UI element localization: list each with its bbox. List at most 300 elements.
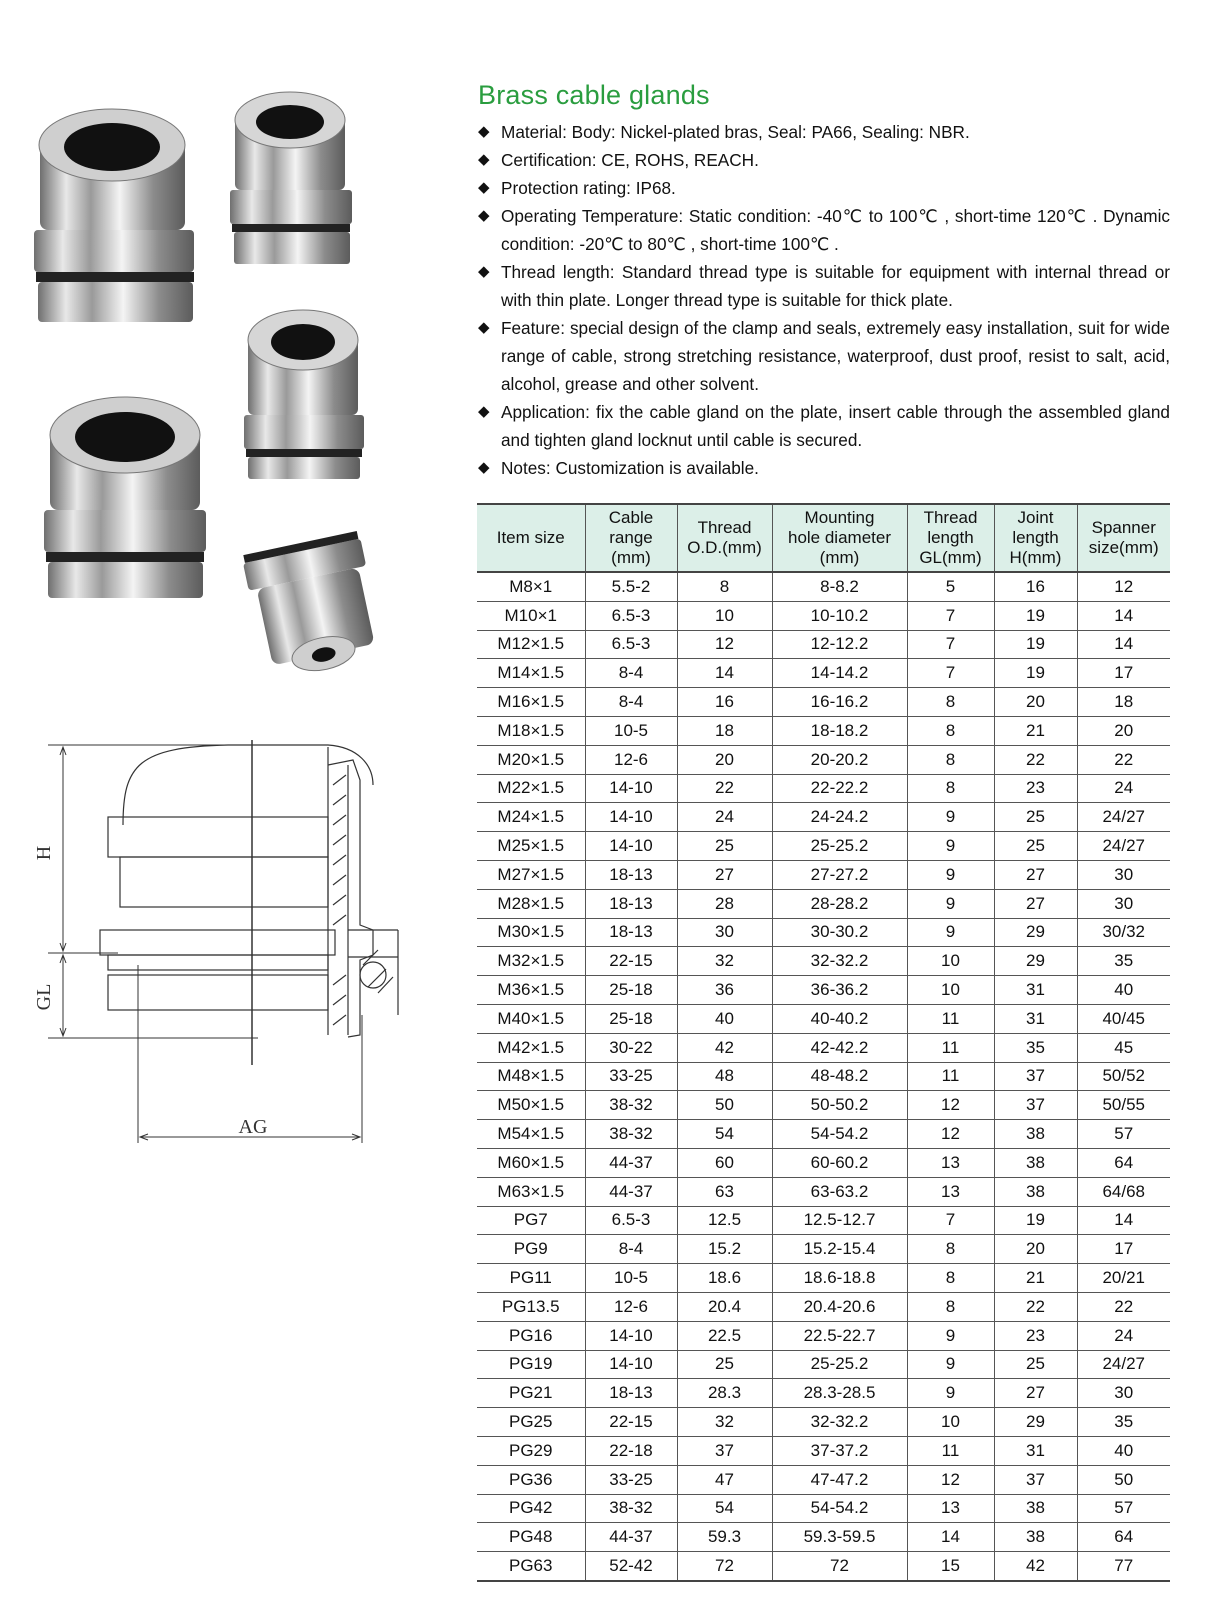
table-cell: 7	[907, 601, 994, 630]
table-cell: 40	[677, 1004, 772, 1033]
cable-gland-photo-large-1	[34, 109, 194, 322]
table-cell: 38	[994, 1120, 1077, 1149]
table-cell: 35	[1077, 1408, 1170, 1437]
table-cell: 8-4	[585, 688, 677, 717]
column-header: Mounting hole diameter (mm)	[772, 504, 907, 572]
table-cell: 24/27	[1077, 1350, 1170, 1379]
table-cell: 31	[994, 976, 1077, 1005]
table-cell: PG13.5	[477, 1292, 585, 1321]
table-cell: 20/21	[1077, 1264, 1170, 1293]
table-cell: 13	[907, 1494, 994, 1523]
table-cell: 8	[677, 572, 772, 601]
table-cell: PG42	[477, 1494, 585, 1523]
table-row	[477, 1350, 1170, 1379]
table-cell: 16-16.2	[772, 688, 907, 717]
diamond-bullet-icon: ◆	[478, 179, 490, 196]
table-cell: 30	[1077, 860, 1170, 889]
table-cell: 6.5-3	[585, 601, 677, 630]
table-cell: M8×1	[477, 572, 585, 601]
table-cell: 30	[677, 918, 772, 947]
spec-item	[478, 454, 1170, 482]
table-cell: 36	[677, 976, 772, 1005]
table-cell: 14-10	[585, 774, 677, 803]
table-cell: M60×1.5	[477, 1148, 585, 1177]
table-cell: 29	[994, 947, 1077, 976]
table-cell: 9	[907, 803, 994, 832]
table-row	[477, 832, 1170, 861]
table-cell: 8	[907, 716, 994, 745]
table-cell: M20×1.5	[477, 745, 585, 774]
table-row	[477, 572, 1170, 601]
table-cell: 13	[907, 1148, 994, 1177]
table-row	[477, 1062, 1170, 1091]
table-cell: 25-25.2	[772, 1350, 907, 1379]
table-cell: 24	[1077, 774, 1170, 803]
table-header-row	[477, 504, 1170, 572]
table-cell: 14-10	[585, 1350, 677, 1379]
table-row	[477, 947, 1170, 976]
table-cell: 28.3	[677, 1379, 772, 1408]
table-cell: 23	[994, 774, 1077, 803]
table-cell: M30×1.5	[477, 918, 585, 947]
table-cell: 29	[994, 1408, 1077, 1437]
table-row	[477, 1206, 1170, 1235]
table-cell: 32	[677, 947, 772, 976]
spec-text: Thread length: Standard thread type is suitable for equipment with internal thread or with thin plate. Longer thread type is suitable for thick plate.	[501, 262, 1170, 310]
table-cell: PG11	[477, 1264, 585, 1293]
spec-text: Feature: special design of the clamp and seals, extremely easy installation, suit for wide range of cable, strong stretching resistance, waterproof, dust proof, resist to salt, acid, alcohol, grease and other solvent.	[501, 318, 1170, 394]
technical-drawing	[28, 725, 428, 1175]
table-cell: 14	[1077, 630, 1170, 659]
table-cell: 17	[1077, 1235, 1170, 1264]
spec-item	[478, 258, 1170, 314]
table-row	[477, 976, 1170, 1005]
table-cell: 8	[907, 1235, 994, 1264]
dimension-lines	[48, 745, 362, 1143]
diamond-bullet-icon: ◆	[478, 403, 490, 420]
table-cell: PG63	[477, 1552, 585, 1581]
table-cell: 9	[907, 1350, 994, 1379]
table-cell: 32-32.2	[772, 947, 907, 976]
table-cell: 24/27	[1077, 832, 1170, 861]
table-cell: 47-47.2	[772, 1465, 907, 1494]
table-row	[477, 630, 1170, 659]
table-cell: 15	[907, 1552, 994, 1581]
table-cell: 27	[994, 1379, 1077, 1408]
gland-outline	[100, 740, 398, 1065]
table-cell: 17	[1077, 659, 1170, 688]
table-cell: M63×1.5	[477, 1177, 585, 1206]
table-cell: 57	[1077, 1120, 1170, 1149]
table-row	[477, 1148, 1170, 1177]
table-cell: 24/27	[1077, 803, 1170, 832]
table-cell: 50/55	[1077, 1091, 1170, 1120]
table-cell: 40	[1077, 976, 1170, 1005]
table-cell: M18×1.5	[477, 716, 585, 745]
table-cell: 38	[994, 1148, 1077, 1177]
table-cell: 38	[994, 1523, 1077, 1552]
table-row	[477, 1120, 1170, 1149]
table-cell: 6.5-3	[585, 1206, 677, 1235]
table-cell: 40	[1077, 1436, 1170, 1465]
diamond-bullet-icon: ◆	[478, 151, 490, 168]
table-row	[477, 659, 1170, 688]
table-cell: 22.5	[677, 1321, 772, 1350]
table-cell: 8	[907, 1264, 994, 1293]
table-row	[477, 1091, 1170, 1120]
table-cell: 44-37	[585, 1523, 677, 1552]
table-cell: 48-48.2	[772, 1062, 907, 1091]
table-cell: 12	[907, 1091, 994, 1120]
dimension-label-h: H	[33, 845, 55, 861]
table-row	[477, 1408, 1170, 1437]
table-row	[477, 1292, 1170, 1321]
table-row	[477, 745, 1170, 774]
table-cell: M28×1.5	[477, 889, 585, 918]
table-cell: 31	[994, 1004, 1077, 1033]
table-cell: 50-50.2	[772, 1091, 907, 1120]
table-row	[477, 601, 1170, 630]
table-cell: 18-13	[585, 918, 677, 947]
spec-text: Material: Body: Nickel-plated bras, Seal: PA66, Sealing: NBR.	[501, 122, 970, 142]
table-cell: 22-15	[585, 947, 677, 976]
spec-item	[478, 118, 1170, 146]
spec-text: Operating Temperature: Static condition: -40℃ to 100℃ , short-time 120℃ . Dynamic condition: -20℃ to 80℃ , short-time 100℃ .	[501, 206, 1170, 254]
table-cell: 10	[907, 976, 994, 1005]
table-cell: 35	[994, 1033, 1077, 1062]
table-cell: 50	[1077, 1465, 1170, 1494]
table-cell: PG25	[477, 1408, 585, 1437]
table-cell: 25	[994, 1350, 1077, 1379]
table-cell: 27	[677, 860, 772, 889]
table-cell: 12-6	[585, 1292, 677, 1321]
table-cell: 8-8.2	[772, 572, 907, 601]
table-cell: 7	[907, 659, 994, 688]
table-cell: PG21	[477, 1379, 585, 1408]
table-cell: 30/32	[1077, 918, 1170, 947]
table-cell: 50/52	[1077, 1062, 1170, 1091]
table-cell: 12	[907, 1465, 994, 1494]
table-cell: 16	[677, 688, 772, 717]
table-cell: 14	[1077, 601, 1170, 630]
dimension-label-gl: GL	[33, 983, 55, 1011]
table-cell: 37-37.2	[772, 1436, 907, 1465]
table-cell: 64/68	[1077, 1177, 1170, 1206]
table-cell: 10	[907, 947, 994, 976]
diamond-bullet-icon: ◆	[478, 123, 490, 140]
table-cell: 42	[677, 1033, 772, 1062]
table-cell: 20-20.2	[772, 745, 907, 774]
table-cell: 44-37	[585, 1177, 677, 1206]
table-cell: 28.3-28.5	[772, 1379, 907, 1408]
table-cell: 10	[677, 601, 772, 630]
table-cell: PG9	[477, 1235, 585, 1264]
table-cell: 22	[994, 1292, 1077, 1321]
spec-table	[477, 503, 1170, 1582]
product-photos	[20, 80, 440, 700]
table-cell: 18	[677, 716, 772, 745]
table-cell: 10-10.2	[772, 601, 907, 630]
table-cell: 72	[772, 1552, 907, 1581]
diamond-bullet-icon: ◆	[478, 207, 490, 224]
table-cell: M42×1.5	[477, 1033, 585, 1062]
table-cell: 18	[1077, 688, 1170, 717]
table-cell: M54×1.5	[477, 1120, 585, 1149]
table-cell: 22	[677, 774, 772, 803]
table-cell: 22.5-22.7	[772, 1321, 907, 1350]
table-cell: 22	[1077, 745, 1170, 774]
column-header: Item size	[477, 504, 585, 572]
spec-item	[478, 146, 1170, 174]
table-row	[477, 1321, 1170, 1350]
table-cell: 18.6-18.8	[772, 1264, 907, 1293]
table-cell: 35	[1077, 947, 1170, 976]
table-cell: 11	[907, 1436, 994, 1465]
table-cell: M48×1.5	[477, 1062, 585, 1091]
table-cell: PG19	[477, 1350, 585, 1379]
table-row	[477, 1264, 1170, 1293]
table-cell: 20	[994, 688, 1077, 717]
table-cell: 30	[1077, 889, 1170, 918]
spec-text: Application: fix the cable gland on the plate, insert cable through the assembled gland and tighten gland locknut until cable is secured.	[501, 402, 1170, 450]
table-cell: 21	[994, 716, 1077, 745]
table-cell: 10-5	[585, 716, 677, 745]
table-cell: 28	[677, 889, 772, 918]
table-cell: 63	[677, 1177, 772, 1206]
table-cell: 8	[907, 774, 994, 803]
table-cell: 29	[994, 918, 1077, 947]
table-cell: 38-32	[585, 1494, 677, 1523]
table-cell: M40×1.5	[477, 1004, 585, 1033]
table-cell: 64	[1077, 1148, 1170, 1177]
table-cell: 30-30.2	[772, 918, 907, 947]
table-cell: 22-18	[585, 1436, 677, 1465]
table-cell: M10×1	[477, 601, 585, 630]
column-header: Thread O.D.(mm)	[677, 504, 772, 572]
table-cell: 12	[1077, 572, 1170, 601]
table-cell: 12.5	[677, 1206, 772, 1235]
table-cell: 25	[994, 803, 1077, 832]
table-cell: 24-24.2	[772, 803, 907, 832]
spec-item	[478, 314, 1170, 398]
table-cell: 10-5	[585, 1264, 677, 1293]
table-cell: 38	[994, 1494, 1077, 1523]
table-row	[477, 1465, 1170, 1494]
table-cell: 50	[677, 1091, 772, 1120]
cable-gland-photo-small	[241, 531, 385, 682]
table-cell: M12×1.5	[477, 630, 585, 659]
table-row	[477, 1235, 1170, 1264]
table-cell: 37	[677, 1436, 772, 1465]
table-cell: 9	[907, 832, 994, 861]
table-cell: 21	[994, 1264, 1077, 1293]
table-cell: 19	[994, 601, 1077, 630]
table-cell: 8-4	[585, 1235, 677, 1264]
column-header: Thread length GL(mm)	[907, 504, 994, 572]
table-row	[477, 1494, 1170, 1523]
table-cell: 54	[677, 1120, 772, 1149]
table-cell: 14-10	[585, 832, 677, 861]
table-cell: 64	[1077, 1523, 1170, 1552]
table-cell: 32-32.2	[772, 1408, 907, 1437]
table-cell: 6.5-3	[585, 630, 677, 659]
cable-gland-photo-medium-1	[230, 92, 352, 264]
table-cell: 25	[994, 832, 1077, 861]
table-cell: 14-10	[585, 1321, 677, 1350]
table-cell: 77	[1077, 1552, 1170, 1581]
table-cell: 7	[907, 1206, 994, 1235]
table-cell: 8-4	[585, 659, 677, 688]
table-cell: PG7	[477, 1206, 585, 1235]
table-cell: PG29	[477, 1436, 585, 1465]
table-row	[477, 918, 1170, 947]
cable-gland-photo-medium-2	[244, 310, 364, 479]
table-cell: 9	[907, 1379, 994, 1408]
table-cell: 37	[994, 1465, 1077, 1494]
diamond-bullet-icon: ◆	[478, 319, 490, 336]
table-cell: 24	[677, 803, 772, 832]
table-cell: 20	[994, 1235, 1077, 1264]
table-row	[477, 774, 1170, 803]
table-cell: 38-32	[585, 1120, 677, 1149]
table-cell: 9	[907, 889, 994, 918]
table-row	[477, 1379, 1170, 1408]
table-cell: 54	[677, 1494, 772, 1523]
spec-text: Certification: CE, ROHS, REACH.	[501, 150, 759, 170]
table-cell: 60-60.2	[772, 1148, 907, 1177]
table-cell: 8	[907, 688, 994, 717]
table-cell: 14	[677, 659, 772, 688]
diamond-bullet-icon: ◆	[478, 459, 490, 476]
table-row	[477, 889, 1170, 918]
column-header: Spanner size(mm)	[1077, 504, 1170, 572]
table-cell: 47	[677, 1465, 772, 1494]
spec-text: Notes: Customization is available.	[501, 458, 759, 478]
table-cell: 19	[994, 1206, 1077, 1235]
table-cell: 42	[994, 1552, 1077, 1581]
table-cell: 5.5-2	[585, 572, 677, 601]
table-cell: 72	[677, 1552, 772, 1581]
table-cell: 60	[677, 1148, 772, 1177]
diamond-bullet-icon: ◆	[478, 263, 490, 280]
table-cell: 18-13	[585, 1379, 677, 1408]
table-cell: 32	[677, 1408, 772, 1437]
table-cell: 9	[907, 918, 994, 947]
table-row	[477, 1177, 1170, 1206]
table-cell: 8	[907, 1292, 994, 1321]
table-cell: 14-10	[585, 803, 677, 832]
cable-gland-photo-large-2	[44, 397, 206, 598]
spec-text: Protection rating: IP68.	[501, 178, 676, 198]
table-cell: 63-63.2	[772, 1177, 907, 1206]
table-cell: PG48	[477, 1523, 585, 1552]
table-cell: 12.5-12.7	[772, 1206, 907, 1235]
table-cell: 25-18	[585, 1004, 677, 1033]
table-row	[477, 716, 1170, 745]
table-cell: 38-32	[585, 1091, 677, 1120]
table-row	[477, 860, 1170, 889]
table-cell: 14-14.2	[772, 659, 907, 688]
table-cell: 19	[994, 659, 1077, 688]
table-row	[477, 803, 1170, 832]
table-cell: 12-12.2	[772, 630, 907, 659]
table-cell: 59.3-59.5	[772, 1523, 907, 1552]
table-cell: 20	[677, 745, 772, 774]
table-cell: 22	[994, 745, 1077, 774]
table-cell: M22×1.5	[477, 774, 585, 803]
column-header: Joint length H(mm)	[994, 504, 1077, 572]
table-row	[477, 1523, 1170, 1552]
table-cell: 59.3	[677, 1523, 772, 1552]
table-row	[477, 1033, 1170, 1062]
table-cell: M32×1.5	[477, 947, 585, 976]
table-cell: 11	[907, 1004, 994, 1033]
table-cell: 20.4-20.6	[772, 1292, 907, 1321]
table-cell: M25×1.5	[477, 832, 585, 861]
table-cell: 27	[994, 860, 1077, 889]
table-cell: 15.2	[677, 1235, 772, 1264]
table-cell: 36-36.2	[772, 976, 907, 1005]
table-cell: 16	[994, 572, 1077, 601]
table-cell: 45	[1077, 1033, 1170, 1062]
column-header: Cable range (mm)	[585, 504, 677, 572]
spec-item	[478, 398, 1170, 454]
table-cell: 9	[907, 860, 994, 889]
table-cell: M27×1.5	[477, 860, 585, 889]
table-cell: 48	[677, 1062, 772, 1091]
table-cell: 40/45	[1077, 1004, 1170, 1033]
spec-list	[478, 118, 1170, 482]
table-cell: 5	[907, 572, 994, 601]
table-cell: 37	[994, 1062, 1077, 1091]
table-cell: 25	[677, 1350, 772, 1379]
table-cell: 20.4	[677, 1292, 772, 1321]
table-cell: 40-40.2	[772, 1004, 907, 1033]
table-cell: 14	[907, 1523, 994, 1552]
table-cell: 13	[907, 1177, 994, 1206]
spec-item	[478, 174, 1170, 202]
table-cell: M50×1.5	[477, 1091, 585, 1120]
table-cell: 52-42	[585, 1552, 677, 1581]
table-row	[477, 1436, 1170, 1465]
table-cell: 18-18.2	[772, 716, 907, 745]
table-cell: M14×1.5	[477, 659, 585, 688]
table-body	[477, 572, 1170, 1581]
table-cell: M16×1.5	[477, 688, 585, 717]
table-cell: 30	[1077, 1379, 1170, 1408]
table-cell: 33-25	[585, 1465, 677, 1494]
table-cell: 30-22	[585, 1033, 677, 1062]
table-cell: 12-6	[585, 745, 677, 774]
table-cell: 31	[994, 1436, 1077, 1465]
table-cell: 22-22.2	[772, 774, 907, 803]
table-cell: 18.6	[677, 1264, 772, 1293]
table-cell: 44-37	[585, 1148, 677, 1177]
table-cell: 9	[907, 1321, 994, 1350]
table-cell: 42-42.2	[772, 1033, 907, 1062]
table-cell: 27-27.2	[772, 860, 907, 889]
dimension-label-ag: AG	[238, 1116, 268, 1138]
table-cell: 12	[677, 630, 772, 659]
table-row	[477, 1004, 1170, 1033]
table-cell: 22-15	[585, 1408, 677, 1437]
table-cell: 24	[1077, 1321, 1170, 1350]
table-cell: 28-28.2	[772, 889, 907, 918]
table-cell: 57	[1077, 1494, 1170, 1523]
table-cell: 7	[907, 630, 994, 659]
table-cell: 25-18	[585, 976, 677, 1005]
table-cell: 10	[907, 1408, 994, 1437]
